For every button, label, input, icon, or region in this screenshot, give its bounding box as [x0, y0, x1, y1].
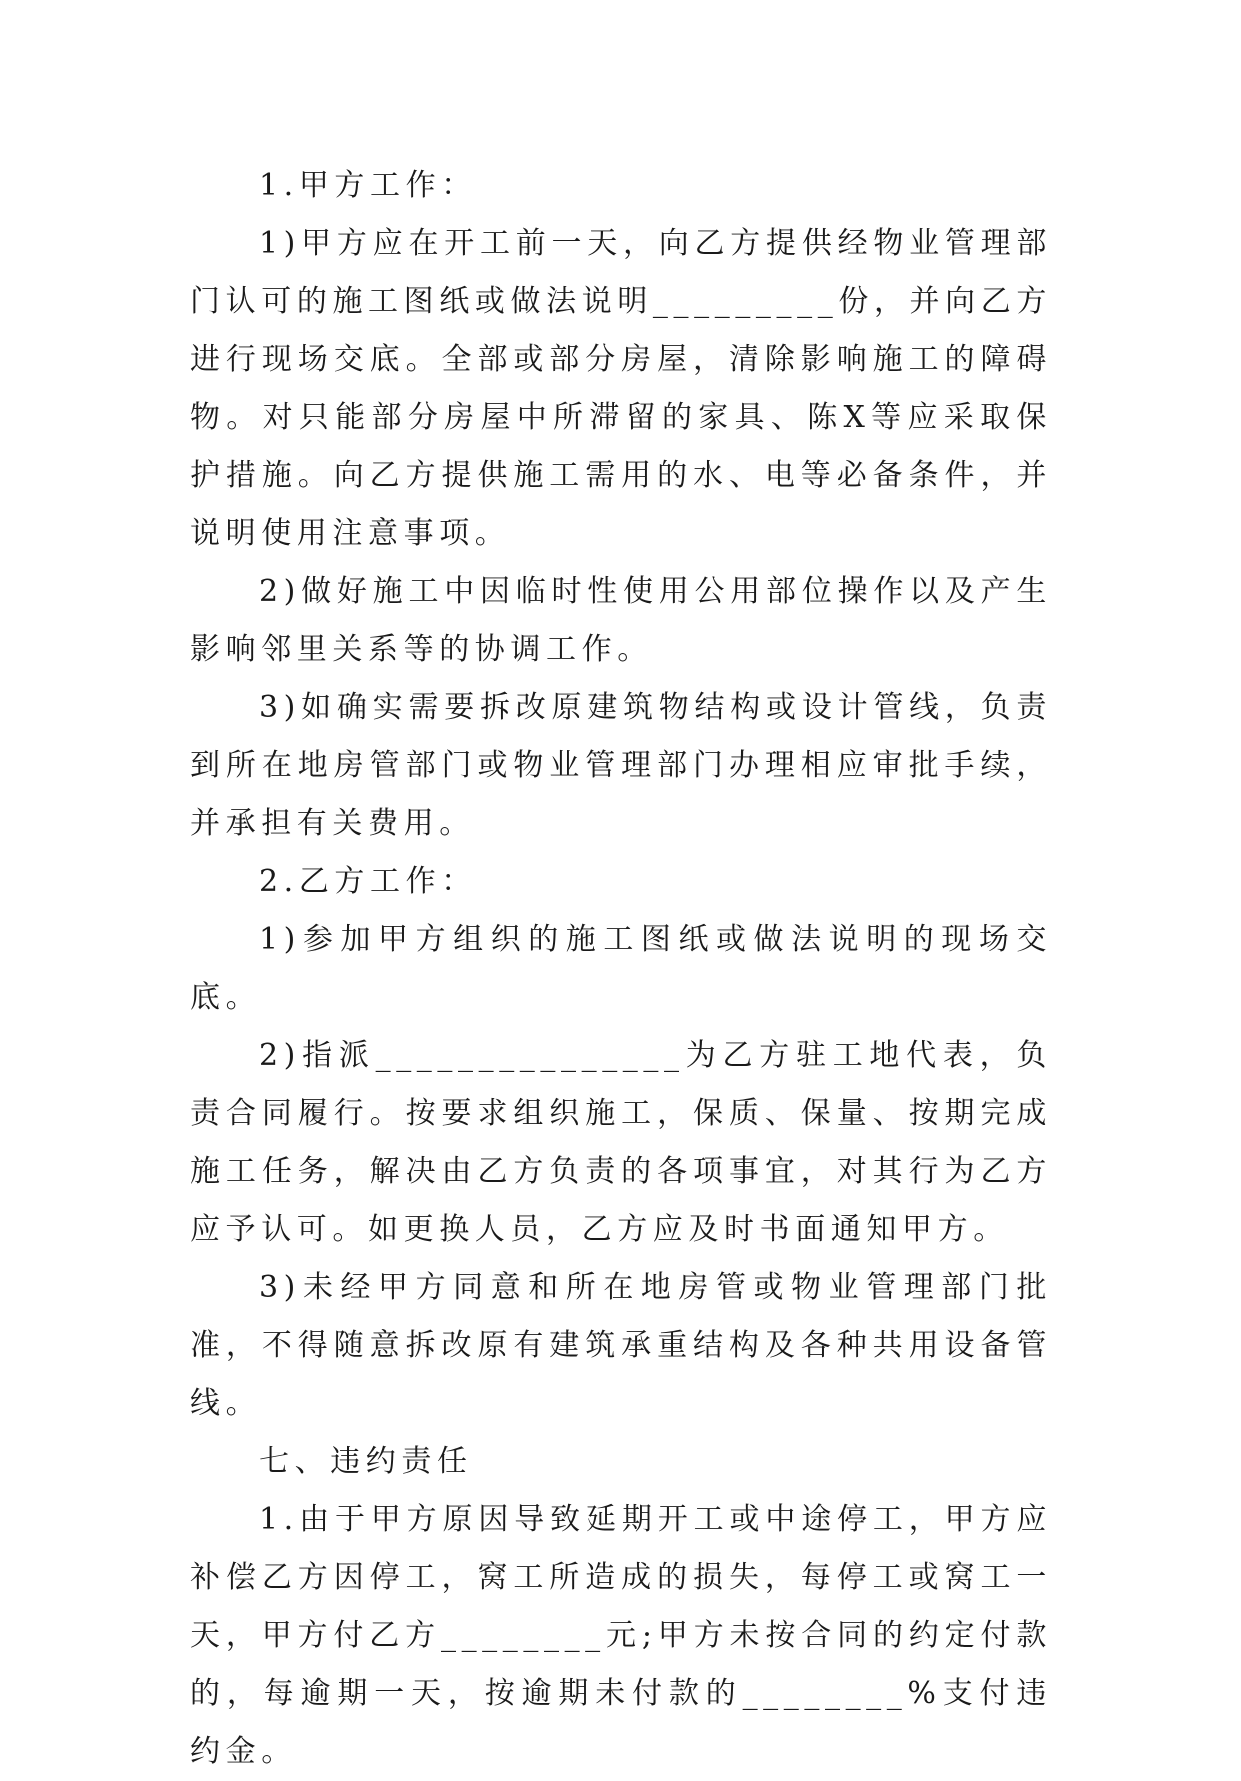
party-a-duty-1: 1)甲方应在开工前一天，向乙方提供经物业管理部门认可的施工图纸或做法说明_________份，并向乙方进行现场交底。全部或部分房屋，清除影响施工的障碍物。对只能部分房屋中所滞留的家具、陈X等应采取保护措施。向乙方提供施工需用的水、电等必备条件，并说明使用注意事项。 — [190, 226, 1052, 551]
party-a-duty-2: 2)做好施工中因临时性使用公用部位操作以及产生影响邻里关系等的协调工作。 — [190, 574, 1052, 667]
party-a-duties-heading: 1.甲方工作： — [259, 168, 477, 203]
party-b-duty-1: 1)参加甲方组织的施工图纸或做法说明的现场交底。 — [190, 922, 1052, 1015]
party-a-duty-3: 3)如确实需要拆改原建筑物结构或设计管线，负责到所在地房管部门或物业管理部门办理相应审批手续，并承担有关费用。 — [190, 690, 1052, 841]
party-b-duties-heading: 2.乙方工作： — [259, 864, 477, 899]
breach-liability-heading: 七、违约责任 — [259, 1444, 473, 1479]
document-body — [190, 157, 1052, 1781]
party-b-duty-3: 3)未经甲方同意和所在地房管或物业管理部门批准，不得随意拆改原有建筑承重结构及各种共用设备管线。 — [190, 1270, 1052, 1421]
party-b-duty-2: 2)指派_______________为乙方驻工地代表，负责合同履行。按要求组织施工，保质、保量、按期完成施工任务，解决由乙方负责的各项事宜，对其行为乙方应予认可。如更换人员，乙方应及时书面通知甲方。 — [190, 1038, 1052, 1247]
breach-liability-clause-1: 1.由于甲方原因导致延期开工或中途停工，甲方应补偿乙方因停工，窝工所造成的损失，每停工或窝工一天，甲方付乙方________元;甲方未按合同的约定付款的，每逾期一天，按逾期未付款的________%支付违约金。 — [190, 1502, 1052, 1769]
